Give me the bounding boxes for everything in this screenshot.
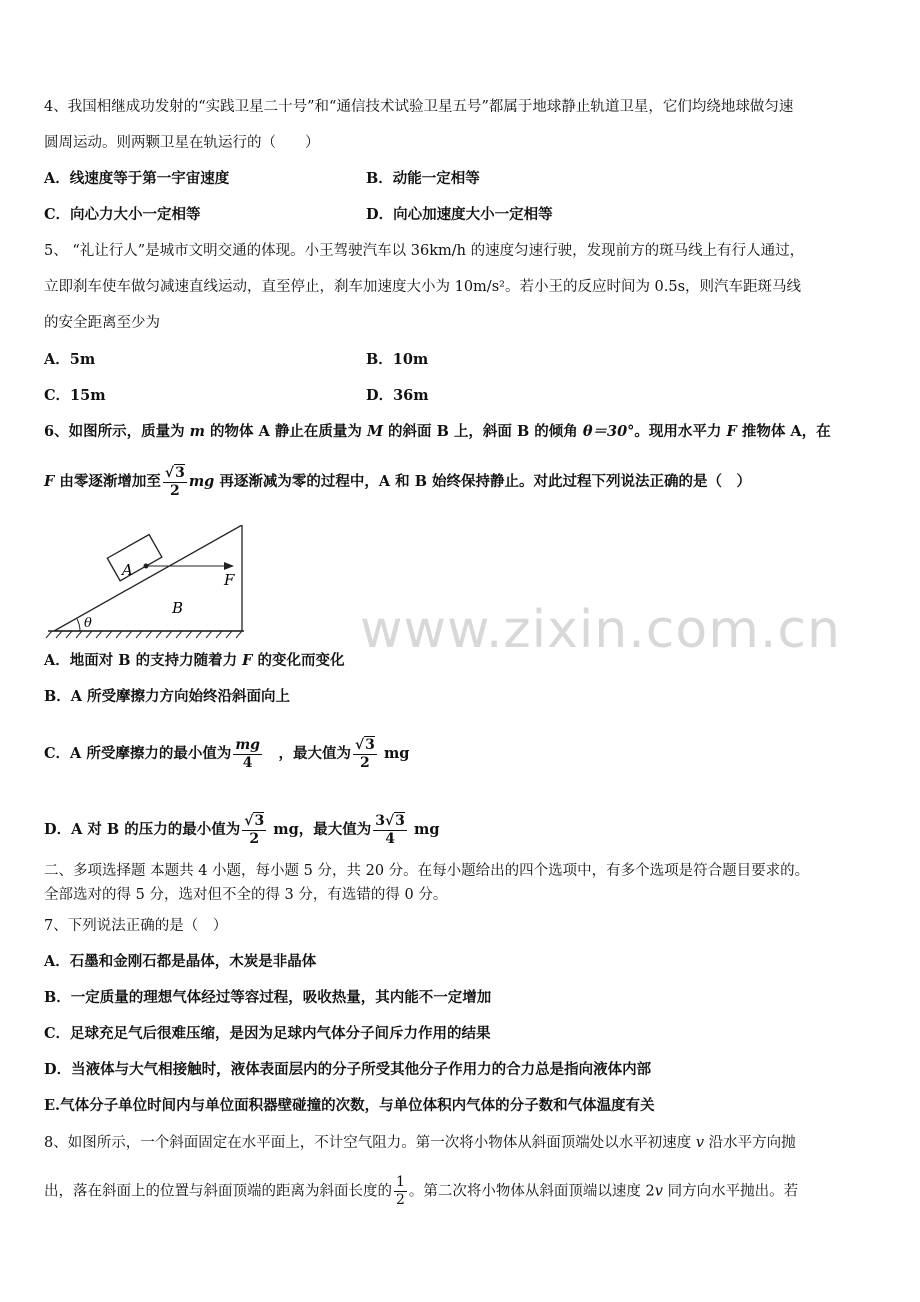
incline-diagram	[44, 525, 254, 640]
q4-option-b: B．动能一定相等	[366, 170, 480, 187]
q6-frac-den: 2	[169, 483, 180, 499]
arrow-head	[224, 562, 234, 570]
q6-option-a	[44, 650, 880, 672]
frac-den: 4	[242, 754, 253, 771]
q8-stem-line2	[44, 1174, 880, 1209]
q6-var-F: F	[44, 473, 55, 490]
q6-opt-text: mg	[408, 821, 440, 838]
q6-var-F: F	[726, 423, 737, 440]
q7-option-c: C．足球充足气后很难压缩，是因为足球内气体分子间斥力作用的结果	[44, 1025, 491, 1042]
frac-num: 3	[395, 813, 405, 829]
q6-var-m: m	[189, 423, 205, 440]
q6-stem-line1	[44, 421, 880, 443]
q6-angle: θ＝30°	[582, 423, 635, 440]
frac-den: 2	[360, 755, 370, 771]
q6-text: 的物体 A 静止在质量为	[204, 423, 367, 440]
q7-option-e: E.气体分子单位时间内与单位面积器壁碰撞的次数，与单位体积内气体的分子数和气体温度有关	[44, 1097, 655, 1114]
q6-opt-text: ，最大值为	[263, 745, 351, 762]
q4-stem-line1: 4、我国相继成功发射的“实践卫星二十号”和“通信技术试验卫星五号”都属于地球静止轨道卫星，它们均绕地球做匀速	[44, 99, 794, 115]
q6-text: 的斜面 B 上，斜面 B 的倾角	[383, 423, 583, 440]
q4-option-c: C．向心力大小一定相等	[44, 206, 201, 223]
watermark: www.zixin.com.cn	[360, 600, 841, 660]
q6-var-M: M	[366, 423, 383, 440]
q6-text: 。现用水平力	[634, 423, 727, 440]
block-a	[107, 535, 162, 581]
label-theta: θ	[84, 616, 92, 631]
angle-arc	[77, 619, 80, 631]
ground-hatching	[46, 631, 244, 638]
q5-option-a: A．5m	[44, 351, 96, 368]
q7-option-d: D．当液体与大气相接触时，液体表面层内的分子所受其他分子作用力的合力总是指向液体内部	[44, 1061, 652, 1078]
label-f: F	[224, 571, 235, 589]
q6-opt-text: mg，最大值为	[268, 821, 372, 838]
q6-opt-text: A．地面对 B 的支持力随着力	[44, 652, 243, 669]
frac-den: 2	[249, 831, 260, 847]
q8-var-v: v	[695, 1135, 705, 1151]
q6-option-b: B．A 所受摩擦力方向始终沿斜面向上	[44, 688, 291, 705]
q6-optd-frac: $\frac{√3}{2}$	[244, 813, 265, 847]
q8-text: 沿水平方向抛	[704, 1135, 796, 1151]
q6-text: 由零逐渐增加至	[54, 473, 161, 490]
q7-option-a: A．石墨和金刚石都是晶体，木炭是非晶体	[44, 953, 317, 970]
q8-text: 。第二次将小物体从斜面顶端以速度 2	[408, 1183, 655, 1200]
q6-option-c	[44, 736, 880, 772]
label-a: A	[122, 561, 133, 579]
frac-den: 4	[385, 831, 395, 847]
q5-option-d: D．36m	[366, 387, 429, 404]
q8-stem-line1	[44, 1132, 880, 1154]
q6-text: 再逐渐减为零的过程中，A 和 B 始终保持静止。对此过程下列说法正确的是（ ）	[214, 473, 751, 490]
q8-text: 8、如图所示，一个斜面固定在水平面上，不计空气阻力。第一次将小物体从斜面顶端处以水平初速度	[44, 1135, 696, 1151]
q7-option-b: B．一定质量的理想气体经过等容过程，吸收热量，其内能不一定增加	[44, 989, 492, 1006]
section2-header-line1: 二、多项选择题 本题共 4 小题，每小题 5 分，共 20 分。在每小题给出的四个选项中，有多个选项是符合题目要求的。	[44, 863, 810, 879]
q6-opt-text: 的变化而变化	[252, 652, 345, 669]
q6-opt-text: D．A 对 B 的压力的最小值为	[44, 821, 241, 838]
q6-fraction: $\frac{√3}{2}$	[164, 465, 185, 499]
q6-opt-text: C．A 所受摩擦力的最小值为	[44, 745, 232, 762]
frac-coef: 3	[375, 813, 385, 829]
q6-text: 6、如图所示，质量为	[44, 423, 190, 440]
frac-den: 2	[396, 1192, 405, 1208]
q6-frac-num: 3	[175, 465, 185, 481]
q6-optd-frac2: $\frac{3√3}{4}$	[375, 813, 405, 847]
q5-stem-line1: 5、 “礼让行人”是城市文明交通的体现。小王驾驶汽车以 36km/h 的速度匀速行驶，发现前方的斑马线上有行人通过，	[44, 243, 805, 259]
q8-text: 出，落在斜面上的位置与斜面顶端的距离为斜面长度的	[44, 1183, 392, 1200]
frac-num: 3	[365, 737, 375, 753]
q7-stem: 7、下列说法正确的是（ ）	[44, 918, 228, 934]
q6-text: 推物体 A，在	[736, 423, 831, 440]
q8-text: 同方向水平抛出。若	[662, 1183, 799, 1200]
frac-num: 3	[254, 813, 265, 829]
section2-header-line2: 全部选对的得 5 分，选对但不全的得 3 分，有选错的得 0 分。	[44, 887, 448, 903]
q5-stem-line2: 立即刹车使车做匀减速直线运动，直至停止，刹车加速度大小为 10m/s²。若小王的反应时间为 0.5s，则汽车距斑马线	[44, 279, 802, 295]
q6-opt-text: mg	[378, 745, 410, 762]
q8-fraction	[394, 1174, 407, 1209]
q5-option-b: B．10m	[366, 351, 429, 368]
label-b: B	[172, 599, 184, 617]
q6-optc-frac2: $\frac{√3}{2}$	[354, 737, 375, 771]
q4-option-a: A．线速度等于第一宇宙速度	[44, 170, 230, 187]
q5-option-c: C．15m	[44, 387, 106, 404]
block-center-dot	[144, 564, 149, 569]
frac-num: 1	[396, 1174, 405, 1190]
q6-optc-frac	[233, 737, 262, 772]
q6-var-F: F	[242, 652, 253, 669]
q5-stem-line3: 的安全距离至少为	[44, 315, 160, 331]
q4-stem-line2: 圆周运动。则两颗卫星在轨运行的（ ）	[44, 135, 320, 151]
q6-mg: mg	[188, 473, 215, 490]
q6-option-d	[44, 812, 880, 848]
frac-num: mg	[235, 736, 260, 753]
incline-figure	[44, 525, 254, 640]
q4-option-d: D．向心加速度大小一定相等	[366, 206, 553, 223]
q6-stem-line2	[44, 464, 880, 500]
q8-var-v: v	[654, 1183, 663, 1200]
